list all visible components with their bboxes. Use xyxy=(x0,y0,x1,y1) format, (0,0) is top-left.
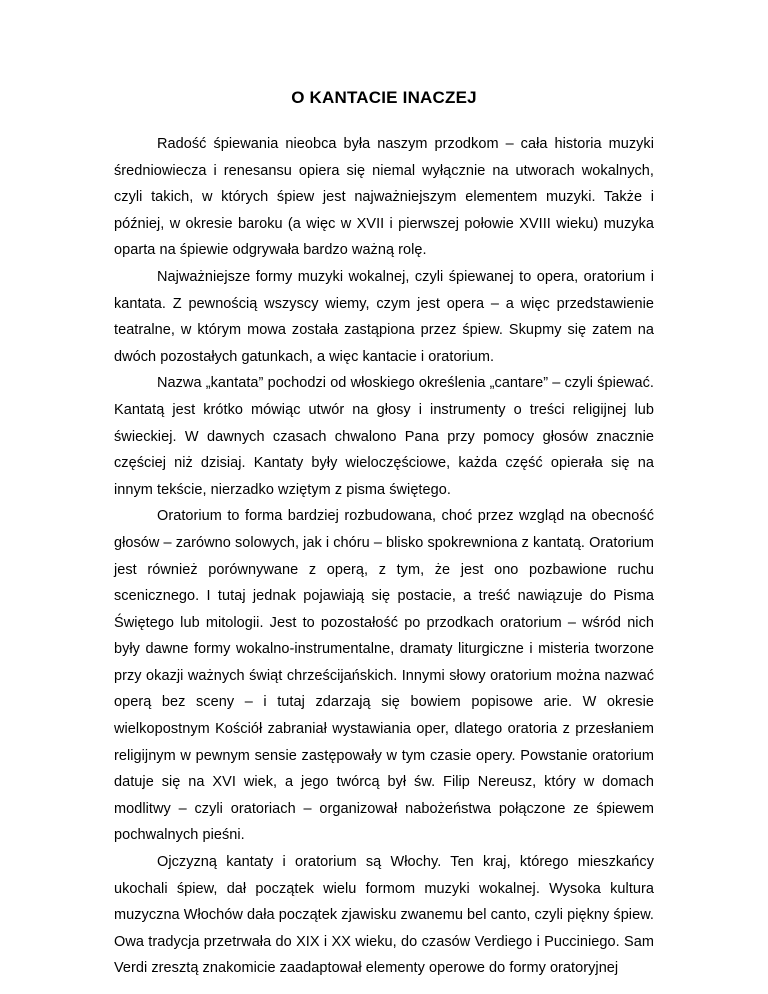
paragraph-5: Ojczyzną kantaty i oratorium są Włochy. Ten kraj, którego mieszkańcy ukochali śpiew, dał początek wielu formom muzyki wokalnej. Wysoka kultura muzyczna Włochów dała początek zjawisku zwanemu bel canto, czyli piękny śpiew. Owa tradycja przetrwała do XIX i XX wieku, do czasów Verdiego i Pucciniego. Sam Verdi zresztą znakomicie zaadaptował elementy operowe do formy oratoryjnej xyxy=(114,854,654,977)
paragraph-4: Oratorium to forma bardziej rozbudowana, choć przez wzgląd na obecność głosów – zarówno solowych, jak i chóru – blisko spokrewniona z kantatą. Oratorium jest również porównywane z operą, z tym, że jest ono pozbawione ruchu scenicznego. I tutaj jednak pojawiają się postacie, a treść nawiązuje do Pisma Świętego lub mitologii. Jest to pozostałość po przodkach oratorium – wśród nich były dawne formy wokalno-instrumentalne, dramaty liturgiczne i misteria tworzone przy okazji ważnych świąt chrześcijańskich. Innymi słowy oratorium można nazwać operą bez sceny – i tutaj zdarzają się bowiem popisowe arie. W okresie wielkopostnym Kościół zabraniał wystawiania oper, dlatego oratoria z przesłaniem religijnym w pewnym sensie zastępowały w tym czasie opery. Powstanie oratorium datuje się na XVI wiek, a jego twórcą był św. Filip Nereusz, który w domach modlitwy – czyli oratoriach – organizował nabożeństwa połączone ze śpiewem pochwalnych pieśni. xyxy=(114,508,654,844)
paragraph-1: Radość śpiewania nieobca była naszym przodkom – cała historia muzyki średniowiecza i renesansu opiera się niemal wyłącznie na utworach wokalnych, czyli takich, w których śpiew jest najważniejszym elementem muzyki. Także i później, w okresie baroku (a więc w XVII i pierwszej połowie XVIII wieku) muzyka oparta na śpiewie odgrywała bardzo ważną rolę. xyxy=(114,136,654,259)
document-title: O KANTACIE INACZEJ xyxy=(291,88,477,107)
document-body xyxy=(114,131,654,982)
paragraph-2: Najważniejsze formy muzyki wokalnej, czyli śpiewanej to opera, oratorium i kantata. Z pewnością wszyscy wiemy, czym jest opera – a więc przedstawienie teatralne, w którym mowa została zastąpiona przez śpiew. Skupmy się zatem na dwóch pozostałych gatunkach, a więc kantacie i oratorium. xyxy=(114,268,654,365)
paragraph-3: Nazwa „kantata” pochodzi od włoskiego określenia „cantare” – czyli śpiewać. Kantatą jest krótko mówiąc utwór na głosy i instrumenty o treści religijnej lub świeckiej. W dawnych czasach chwalono Pana przy pomocy głosów znacznie częściej niż dzisiaj. Kantaty były wieloczęściowe, każda część opierała się na innym tekście, nierzadko wziętym z pisma świętego. xyxy=(114,375,654,498)
